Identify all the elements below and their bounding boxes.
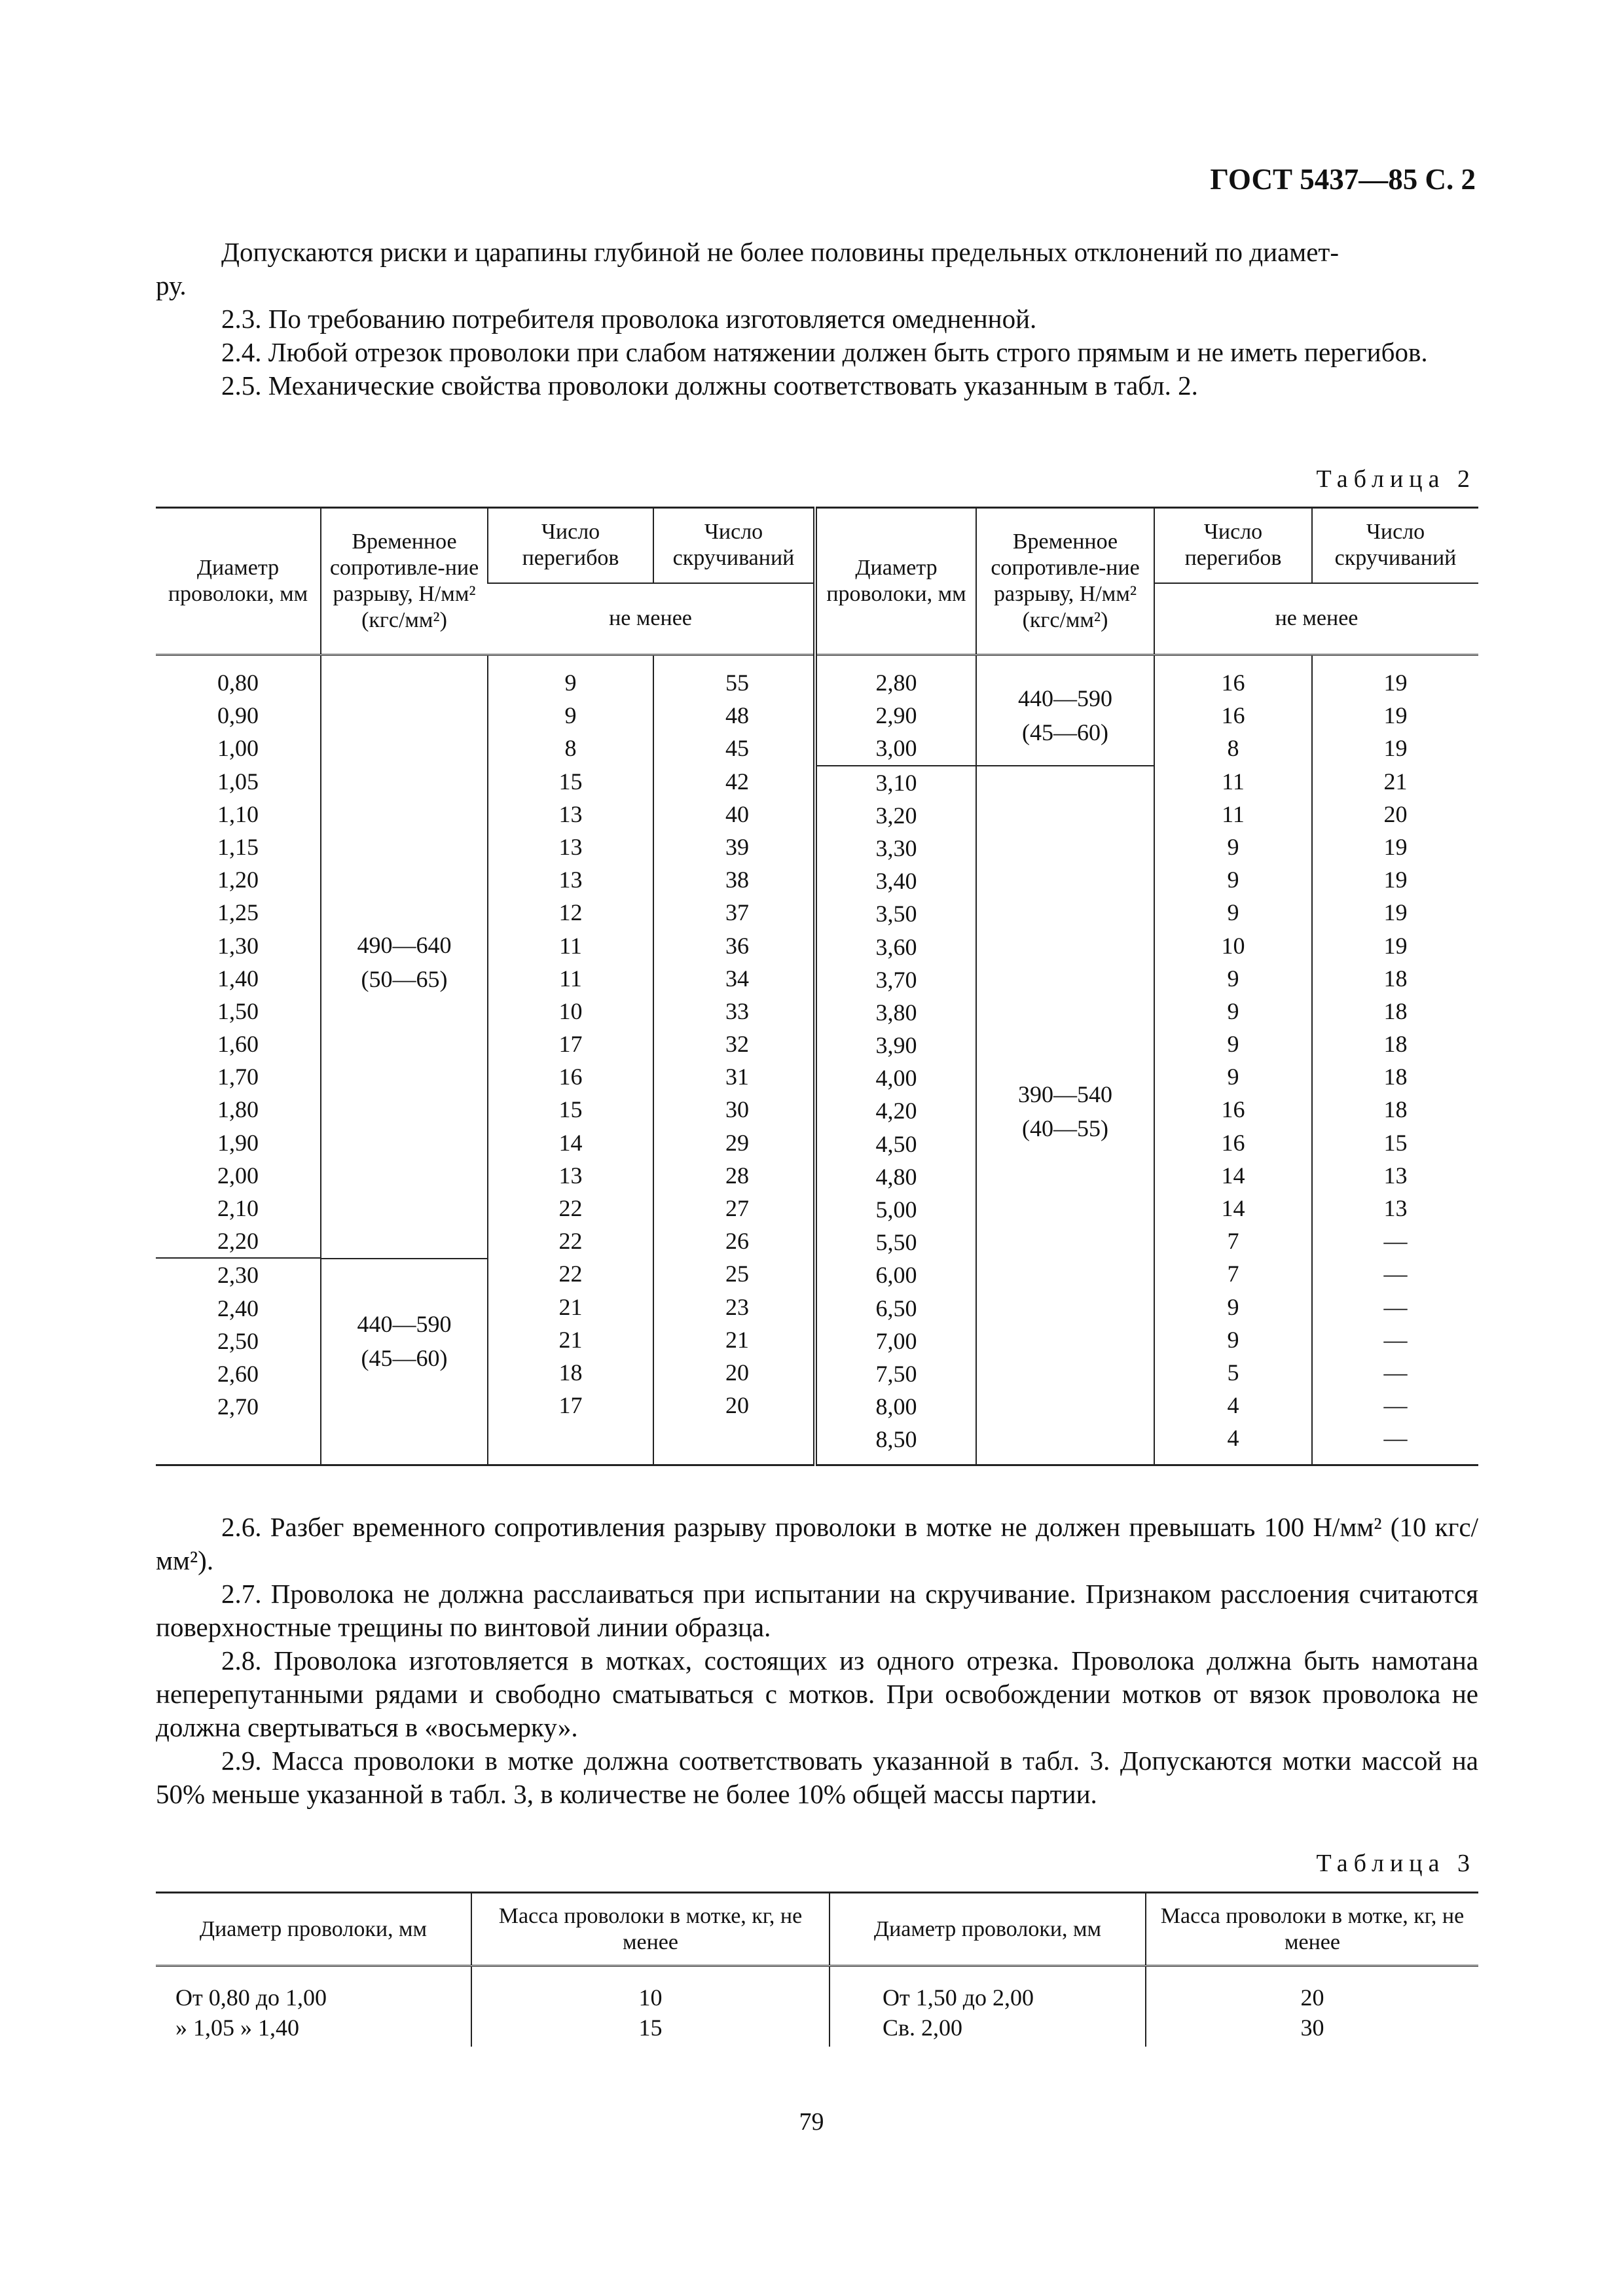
t2-cell-twists: 27 <box>725 1195 749 1221</box>
t2-cell-diameter: 1,40 <box>217 965 259 992</box>
t2-cell-diameter: 4,80 <box>875 1163 917 1190</box>
t2-cell-diameter: 8,00 <box>875 1393 917 1420</box>
t2-cell-twists: 20 <box>725 1359 749 1386</box>
t2-cell-twists: 28 <box>725 1162 749 1189</box>
t2-cell-diameter: 4,50 <box>875 1130 917 1157</box>
t2-cell-twists: 19 <box>1383 702 1408 729</box>
t2-cell-diameter: 0,80 <box>217 670 259 696</box>
t2-cell-bends: 21 <box>558 1326 583 1353</box>
paragraph: 2.9. Масса проволоки в мотке должна соответствовать указанной в табл. 3. Допускаются мотки массой на 50% меньше указанной в табл. 3, в количестве не более 10% общей массы партии. <box>156 1746 1478 1809</box>
t2-cell-diameter: 3,90 <box>875 1032 917 1059</box>
t2-cell-bends: 9 <box>1227 1293 1239 1320</box>
t2-cell-twists: 39 <box>725 833 749 860</box>
t2-header-bends-right: Число перегибов <box>1154 508 1312 583</box>
t2-cell-twists: 42 <box>725 768 749 795</box>
t2-cell-diameter: 2,50 <box>217 1327 259 1354</box>
t2-cell-bends: 13 <box>558 833 583 860</box>
t2-cell-bends: 5 <box>1227 1359 1239 1386</box>
t2-strength-group <box>977 765 1154 1456</box>
t2-cell-diameter: 1,20 <box>217 867 259 893</box>
t2-cell-bends: 12 <box>558 899 583 926</box>
t2-cell-bends: 9 <box>1227 867 1239 893</box>
running-head: ГОСТ 5437—85 С. 2 <box>1210 163 1476 196</box>
t2-cell-bends: 16 <box>558 1064 583 1090</box>
t2-cell-twists: 19 <box>1383 932 1408 959</box>
t3-header-mass-left: Масса проволоки в мотке, кг, не менее <box>471 1893 830 1966</box>
t2-cell-bends: 14 <box>1221 1162 1245 1189</box>
paragraph: ру. <box>156 270 187 300</box>
t2-cell-twists: 15 <box>1383 1129 1408 1156</box>
t2-cell-diameter: 4,20 <box>875 1098 917 1124</box>
t2-cell-diameter: 1,90 <box>217 1129 259 1156</box>
table-2 <box>156 507 1478 1466</box>
t2-cell-diameter: 5,50 <box>875 1229 917 1256</box>
t2-header-twists-right: Число скручиваний <box>1312 508 1478 583</box>
t2-cell-twists: 18 <box>1383 1064 1408 1090</box>
t2-cell-bends: 7 <box>1227 1228 1239 1255</box>
t2-header-twists-left: Число скручиваний <box>653 508 815 583</box>
t2-cell-diameter: 2,20 <box>217 1228 259 1255</box>
t2-cell-twists: 38 <box>725 867 749 893</box>
t2-cell-twists: 55 <box>725 670 749 696</box>
t2-cell-twists: 19 <box>1383 735 1408 762</box>
strength-value-kgf: (40—55) <box>1022 1115 1108 1141</box>
t2-cell-bends: 9 <box>1227 1031 1239 1058</box>
t2-col-bends-left <box>488 655 653 1465</box>
paragraph: 2.8. Проволока изготовляется в мотках, состоящих из одного отрезка. Проволока должна быть намотана неперепутанными рядами и свободно сматываться с мотков. При освобождении мотков от вязок проволока не должна свертываться в «восьмерку». <box>156 1645 1478 1742</box>
strength-value-mpa: 490—640 <box>357 931 452 958</box>
t2-cell-twists: 21 <box>725 1326 749 1353</box>
t2-cell-twists: — <box>1383 1293 1408 1320</box>
t2-cell-twists: 20 <box>725 1392 749 1419</box>
table3-caption: Таблица 3 <box>1316 1850 1476 1877</box>
t2-cell-diameter: 1,50 <box>217 997 259 1024</box>
t2-header-strength-left: Временное сопротивле-ние разрыву, Н/мм² (кгс/мм²) <box>321 508 488 655</box>
t2-cell-bends: 9 <box>1227 1064 1239 1090</box>
t2-cell-diameter: 3,70 <box>875 966 917 993</box>
t2-cell-bends: 7 <box>1227 1261 1239 1287</box>
t2-cell-bends: 18 <box>558 1359 583 1386</box>
t2-cell-diameter: 2,10 <box>217 1195 259 1221</box>
paragraph: 2.3. По требованию потребителя проволока изготовляется омедненной. <box>221 304 1037 334</box>
t2-col-twists-left <box>653 655 815 1465</box>
t2-cell-twists: 29 <box>725 1129 749 1156</box>
strength-value-mpa: 440—590 <box>1018 685 1112 712</box>
t3-col-diameter-right <box>830 1966 1146 2047</box>
t3-col-mass-left <box>471 1966 830 2047</box>
t2-cell-twists: 18 <box>1383 997 1408 1024</box>
t2-cell-twists: — <box>1383 1228 1408 1255</box>
t2-cell-twists: 13 <box>1383 1162 1408 1189</box>
t2-cell-bends: 16 <box>1221 1096 1245 1123</box>
t2-cell-twists: 45 <box>725 735 749 762</box>
t2-cell-bends: 10 <box>558 997 583 1024</box>
t2-cell-twists: 19 <box>1383 833 1408 860</box>
t2-cell-bends: 9 <box>1227 833 1239 860</box>
t2-cell-bends: 13 <box>558 1162 583 1189</box>
t2-cell-diameter: 8,50 <box>875 1426 917 1453</box>
t2-cell-diameter: 6,50 <box>875 1295 917 1321</box>
t2-header-strength-right: Временное сопротивле-ние разрыву, Н/мм² (кгс/мм²) <box>976 508 1154 655</box>
t2-cell-diameter: 1,70 <box>217 1064 259 1090</box>
t2-col-twists-right <box>1312 655 1478 1465</box>
t2-cell-twists: 25 <box>725 1261 749 1287</box>
t2-cell-bends: 14 <box>1221 1195 1245 1221</box>
t2-cell-bends: 13 <box>558 800 583 827</box>
t2-cell-diameter: 3,50 <box>875 901 917 927</box>
t3-cell-mass: 15 <box>638 2015 663 2041</box>
t2-cell-diameter: 2,80 <box>875 670 917 696</box>
t2-cell-bends: 9 <box>564 702 577 729</box>
t2-header-min-left: не менее <box>488 583 815 655</box>
t2-cell-bends: 15 <box>558 1096 583 1123</box>
t2-cell-bends: 8 <box>1227 735 1239 762</box>
strength-value-kgf: (50—65) <box>361 965 448 992</box>
t2-cell-twists: — <box>1383 1326 1408 1353</box>
t2-cell-bends: 10 <box>1221 932 1245 959</box>
t3-cell-diameter: Св. 2,00 <box>883 2015 963 2041</box>
t2-col-strength-right <box>976 655 1154 1465</box>
t2-cell-bends: 16 <box>1221 702 1245 729</box>
t2-cell-bends: 17 <box>558 1392 583 1419</box>
t2-cell-twists: — <box>1383 1392 1408 1419</box>
t2-strength-group <box>321 1258 487 1424</box>
table2-caption: Таблица 2 <box>1316 465 1476 493</box>
t2-cell-twists: 20 <box>1383 800 1408 827</box>
t2-cell-twists: 21 <box>1383 768 1408 795</box>
t2-cell-twists: 33 <box>725 997 749 1024</box>
t2-cell-twists: 18 <box>1383 1031 1408 1058</box>
t2-cell-bends: 16 <box>1221 670 1245 696</box>
t2-cell-twists: 23 <box>725 1293 749 1320</box>
t2-cell-diameter: 2,70 <box>217 1393 259 1420</box>
t2-cell-twists: 32 <box>725 1031 749 1058</box>
t2-cell-diameter: 3,30 <box>875 834 917 861</box>
t2-cell-diameter: 3,10 <box>817 765 976 799</box>
t2-cell-diameter: 1,00 <box>217 735 259 762</box>
t2-cell-bends: 4 <box>1227 1392 1239 1419</box>
t2-cell-diameter: 2,90 <box>875 702 917 729</box>
t2-cell-twists: 36 <box>725 932 749 959</box>
t2-cell-diameter: 3,80 <box>875 999 917 1026</box>
strength-value-kgf: (45—60) <box>361 1345 448 1372</box>
t2-cell-diameter: 0,90 <box>217 702 259 729</box>
t2-cell-diameter: 2,40 <box>217 1295 259 1321</box>
t3-header-diameter-right: Диаметр проволоки, мм <box>830 1893 1146 1966</box>
t2-cell-bends: 22 <box>558 1228 583 1255</box>
t2-cell-bends: 9 <box>1227 899 1239 926</box>
t2-cell-diameter: 2,30 <box>156 1257 320 1291</box>
t2-header-min-right: не менее <box>1154 583 1478 655</box>
t3-col-diameter-left <box>156 1966 471 2047</box>
t2-cell-diameter: 4,00 <box>875 1065 917 1092</box>
t3-cell-mass: 30 <box>1300 2015 1324 2041</box>
t2-strength-group <box>321 666 487 1258</box>
t2-cell-twists: 31 <box>725 1064 749 1090</box>
strength-value-mpa: 440—590 <box>357 1311 452 1338</box>
t2-cell-twists: 40 <box>725 800 749 827</box>
strength-value-mpa: 390—540 <box>1018 1081 1112 1107</box>
t2-cell-bends: 16 <box>1221 1129 1245 1156</box>
t2-cell-bends: 4 <box>1227 1425 1239 1452</box>
t3-cell-mass: 20 <box>1300 1984 1324 2011</box>
t3-cell-diameter: От 0,80 до 1,00 <box>175 1984 327 2011</box>
t2-cell-diameter: 1,30 <box>217 932 259 959</box>
t2-cell-bends: 11 <box>1222 800 1245 827</box>
t3-col-mass-right <box>1146 1966 1478 2047</box>
t2-cell-twists: 19 <box>1383 670 1408 696</box>
t2-cell-bends: 9 <box>1227 965 1239 992</box>
t2-cell-diameter: 5,00 <box>875 1196 917 1223</box>
paragraph: 2.7. Проволока не должна расслаиваться при испытании на скручивание. Признаком расслоения считаются поверхностные трещины по винтовой линии образца. <box>156 1579 1478 1642</box>
t2-cell-diameter: 3,00 <box>875 735 917 762</box>
t2-cell-diameter: 2,00 <box>217 1162 259 1189</box>
paragraph: 2.5. Механические свойства проволоки должны соответствовать указанным в табл. 2. <box>221 370 1198 401</box>
t2-cell-diameter: 1,60 <box>217 1031 259 1058</box>
t2-header-diameter-right: Диаметр проволоки, мм <box>815 508 976 655</box>
table-3 <box>156 1892 1478 2047</box>
t2-cell-bends: 9 <box>564 670 577 696</box>
t2-header-diameter-left: Диаметр проволоки, мм <box>156 508 321 655</box>
t2-cell-diameter: 7,00 <box>875 1327 917 1354</box>
t2-cell-diameter: 3,60 <box>875 933 917 960</box>
page-number: 79 <box>799 2108 824 2136</box>
t2-cell-twists: — <box>1383 1261 1408 1287</box>
t2-cell-twists: — <box>1383 1425 1408 1452</box>
t2-cell-twists: 13 <box>1383 1195 1408 1221</box>
t2-cell-twists: 30 <box>725 1096 749 1123</box>
t2-cell-twists: 18 <box>1383 965 1408 992</box>
t2-cell-diameter: 1,80 <box>217 1096 259 1123</box>
t2-cell-diameter: 3,40 <box>875 868 917 895</box>
t3-cell-diameter: » 1,05 » 1,40 <box>175 2015 299 2041</box>
t2-header-bends-left: Число перегибов <box>488 508 653 583</box>
body-text <box>156 1511 1478 1811</box>
t2-cell-bends: 17 <box>558 1031 583 1058</box>
t2-cell-twists: 18 <box>1383 1096 1408 1123</box>
t3-cell-mass: 10 <box>638 1984 663 2011</box>
strength-value-kgf: (45—60) <box>1022 719 1108 746</box>
t2-cell-twists: — <box>1383 1359 1408 1386</box>
t2-cell-diameter: 2,60 <box>217 1360 259 1387</box>
t2-cell-diameter: 1,05 <box>217 768 259 795</box>
t2-cell-bends: 14 <box>558 1129 583 1156</box>
paragraph: 2.6. Разбег временного сопротивления разрыву проволоки в мотке не должен превышать 100 Н/мм² (10 кгс/мм²). <box>156 1512 1478 1575</box>
t2-cell-bends: 13 <box>558 867 583 893</box>
t2-cell-bends: 9 <box>1227 997 1239 1024</box>
t3-cell-diameter: От 1,50 до 2,00 <box>883 1984 1034 2011</box>
t2-cell-twists: 26 <box>725 1228 749 1255</box>
t2-cell-bends: 11 <box>1222 768 1245 795</box>
t2-cell-diameter: 1,25 <box>217 899 259 926</box>
t2-cell-bends: 22 <box>558 1195 583 1221</box>
t2-cell-twists: 48 <box>725 702 749 729</box>
paragraph: Допускаются риски и царапины глубиной не более половины предельных отклонений по диамет- <box>221 237 1340 267</box>
t2-cell-twists: 19 <box>1383 867 1408 893</box>
t2-cell-bends: 9 <box>1227 1326 1239 1353</box>
t2-cell-bends: 11 <box>559 965 582 992</box>
t2-col-strength-left <box>321 655 488 1465</box>
t2-cell-bends: 21 <box>558 1293 583 1320</box>
intro-text <box>156 236 1478 403</box>
t2-cell-bends: 8 <box>564 735 577 762</box>
paragraph: 2.4. Любой отрезок проволоки при слабом натяжении должен быть строго прямым и не иметь перегибов. <box>221 337 1428 367</box>
t2-cell-twists: 37 <box>725 899 749 926</box>
t2-cell-diameter: 6,00 <box>875 1262 917 1289</box>
t2-col-bends-right <box>1154 655 1312 1465</box>
t2-cell-diameter: 1,15 <box>217 833 259 860</box>
t3-header-mass-right: Масса проволоки в мотке, кг, не менее <box>1146 1893 1478 1966</box>
t2-col-diameter-right <box>815 655 976 1465</box>
t2-col-diameter-left <box>156 655 321 1465</box>
t2-cell-diameter: 1,10 <box>217 800 259 827</box>
t2-cell-diameter: 3,20 <box>875 802 917 829</box>
t2-cell-bends: 11 <box>559 932 582 959</box>
t2-cell-twists: 34 <box>725 965 749 992</box>
t2-cell-bends: 22 <box>558 1261 583 1287</box>
t2-cell-diameter: 7,50 <box>875 1360 917 1387</box>
t2-cell-twists: 19 <box>1383 899 1408 926</box>
t2-strength-group <box>977 666 1154 765</box>
t2-cell-bends: 15 <box>558 768 583 795</box>
t3-header-diameter-left: Диаметр проволоки, мм <box>156 1893 471 1966</box>
